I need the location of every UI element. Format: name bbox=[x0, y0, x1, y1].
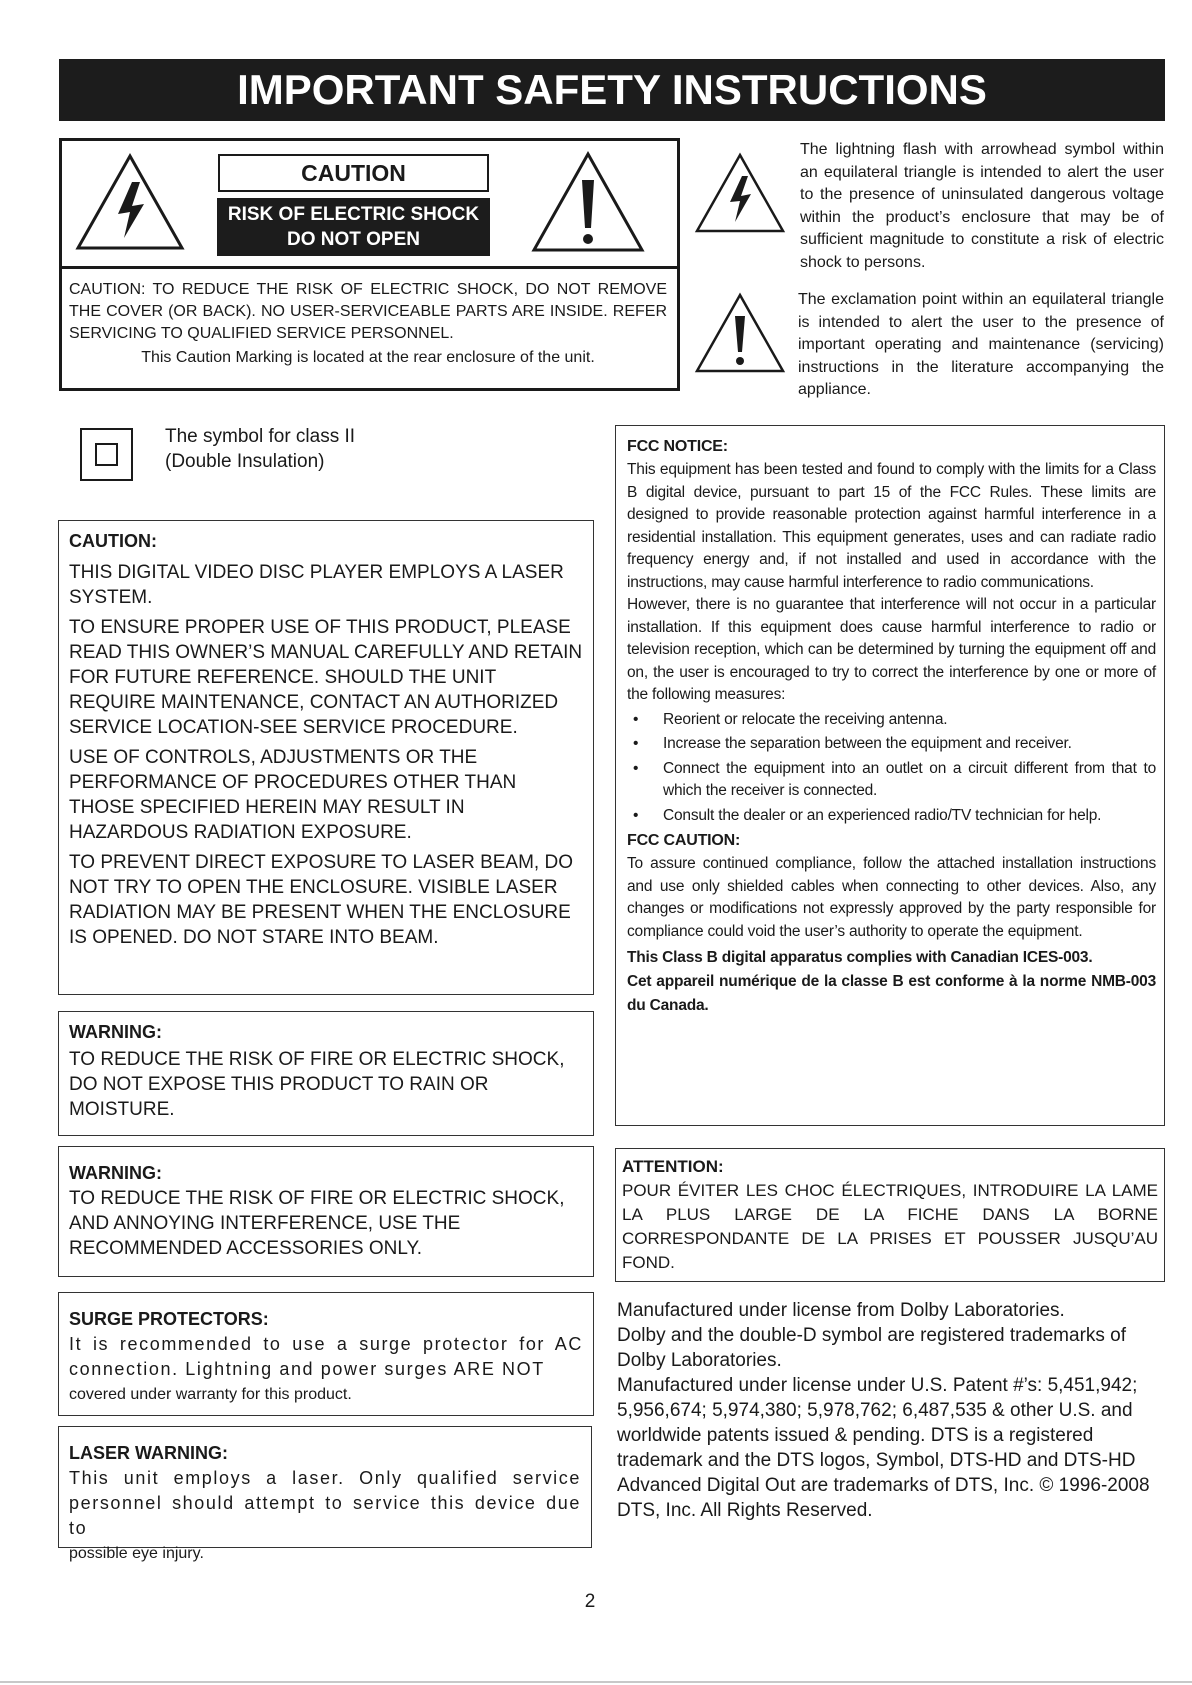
warning-heading: WARNING: bbox=[69, 1022, 162, 1042]
attention-text: POUR ÉVITER LES CHOC ÉLECTRIQUES, INTRODUIRE LA LAME LA PLUS LARGE DE LA FICHE DANS LA BORNE CORRESPONDANTE DE LA PRISES ET POUSSER JUSQU’AU FOND. bbox=[622, 1181, 1158, 1272]
class2-line1: The symbol for class II bbox=[165, 426, 356, 447]
lightning-triangle-icon bbox=[74, 152, 186, 252]
laser-warning-text: This unit employs a laser. Only qualified service personnel should attempt to service this device due to bbox=[69, 1468, 581, 1538]
warning-text: TO REDUCE THE RISK OF FIRE OR ELECTRIC SHOCK, DO NOT EXPOSE THIS PRODUCT TO RAIN OR MOISTURE. bbox=[69, 1049, 565, 1120]
fcc-canada-fr: Cet appareil numérique de la classe B est conforme à la norme NMB-003 du Canada. bbox=[627, 973, 1156, 1014]
fcc-caution-heading: FCC CAUTION: bbox=[627, 832, 741, 849]
surge-text-end: covered under warranty for this product. bbox=[69, 1386, 352, 1403]
exclamation-triangle-icon bbox=[530, 150, 646, 254]
caution-text: CAUTION: TO REDUCE THE RISK OF ELECTRIC SHOCK, DO NOT REMOVE THE COVER (OR BACK). NO USER-SERVICEABLE PARTS ARE INSIDE. REFER SERVICING TO QUALIFIED SERVICE PERSONNEL. bbox=[69, 281, 667, 342]
caution-subtitle-line2: DO NOT OPEN bbox=[286, 229, 420, 250]
warning-heading: WARNING: bbox=[69, 1163, 162, 1183]
laser-warning-box bbox=[58, 1426, 592, 1562]
trademark-notice bbox=[617, 1298, 1166, 1523]
dolby-line: Dolby and the double-D symbol are registered trademarks of Dolby Laboratories. bbox=[617, 1325, 1127, 1371]
page-title: IMPORTANT SAFETY INSTRUCTIONS bbox=[59, 59, 1165, 121]
surge-text: It is recommended to use a surge protector for AC connection. Lightning and power surges ARE NOT bbox=[69, 1334, 583, 1379]
surge-protectors-box bbox=[58, 1292, 594, 1416]
laser-caution-paragraph: THIS DIGITAL VIDEO DISC PLAYER EMPLOYS A LASER SYSTEM. bbox=[69, 562, 564, 608]
class2-line2: (Double Insulation) bbox=[165, 451, 325, 472]
class2-description bbox=[165, 424, 355, 474]
laser-warning-text-end: possible eye injury. bbox=[69, 1545, 204, 1562]
laser-caution-paragraph: USE OF CONTROLS, ADJUSTMENTS OR THE PERFORMANCE OF PROCEDURES OTHER THAN THOSE SPECIFIED HEREIN MAY RESULT IN HAZARDOUS RADIATION EXPOSURE. bbox=[69, 747, 517, 843]
fcc-bullet: • Connect the equipment into an outlet on a circuit different from that to which the receiver is connected. bbox=[627, 758, 1156, 803]
caution-subtitle bbox=[217, 198, 490, 256]
surge-heading: SURGE PROTECTORS: bbox=[69, 1309, 269, 1329]
fcc-bullet: • Reorient or relocate the receiving antenna. bbox=[627, 709, 1156, 732]
warning-rain-box bbox=[58, 1011, 594, 1136]
fcc-paragraph: However, there is no guarantee that interference will not occur in a particular installation. If this equipment does cause harmful interference to radio or television reception, which can be determined by turning the equipment off and on, the user is encouraged to try to correct the interference by one or more of the following measures: bbox=[627, 596, 1156, 703]
dts-line: Manufactured under license under U.S. Patent #’s: 5,451,942; 5,956,674; 5,974,380; 5,978,762; 6,487,535 & other U.S. and worldwide patents issued & pending. DTS is a registered trademark and the DTS logos, Symbol, DTS-HD and DTS-HD Advanced Digital Out are trademarks of DTS, Inc. © 1996-2008 DTS, Inc. All Rights Reserved. bbox=[617, 1375, 1150, 1521]
laser-caution-paragraph: TO ENSURE PROPER USE OF THIS PRODUCT, PLEASE READ THIS OWNER’S MANUAL CAREFULLY AND RETAIN FOR FUTURE REFERENCE. SHOULD THE UNIT REQUIRE MAINTENANCE, CONTACT AN AUTHORIZED SERVICE LOCATION-SEE SERVICE PROCEDURE. bbox=[69, 617, 583, 738]
laser-warning-heading: LASER WARNING: bbox=[69, 1443, 228, 1463]
exclamation-symbol-description: The exclamation point within an equilateral triangle is intended to alert the user to the presence of important operating and maintenance (servicing) instructions in the literature accompanying the appliance. bbox=[798, 291, 1164, 398]
fcc-bullet: • Increase the separation between the equipment and receiver. bbox=[627, 733, 1156, 756]
warning-text: TO REDUCE THE RISK OF FIRE OR ELECTRIC SHOCK, AND ANNOYING INTERFERENCE, USE THE RECOMMENDED ACCESSORIES ONLY. bbox=[69, 1188, 565, 1259]
bottom-rule bbox=[0, 1681, 1192, 1683]
class2-double-insulation-icon bbox=[80, 428, 133, 481]
fcc-paragraph: To assure continued compliance, follow the attached installation instructions and use only shielded cables when connecting to other devices. Also, any changes or modifications not expressly approved by the party responsible for compliance could void the user’s authority to operate the equipment. bbox=[627, 855, 1156, 940]
fcc-bullet: • Consult the dealer or an experienced radio/TV technician for help. bbox=[627, 805, 1156, 828]
fcc-canada-en: This Class B digital apparatus complies with Canadian ICES-003. bbox=[627, 949, 1093, 966]
lightning-symbol-description: The lightning flash with arrowhead symbol within an equilateral triangle is intended to alert the user to the presence of uninsulated dangerous voltage within the product’s enclosure that may be of sufficient magnitude to constitute a risk of electric shock to persons. bbox=[800, 141, 1164, 271]
attention-box bbox=[615, 1148, 1165, 1282]
laser-caution-heading: CAUTION: bbox=[69, 531, 157, 551]
caution-subtitle-line1: RISK OF ELECTRIC SHOCK bbox=[227, 204, 480, 225]
caution-title: CAUTION bbox=[218, 154, 489, 192]
laser-caution-paragraph: TO PREVENT DIRECT EXPOSURE TO LASER BEAM, DO NOT TRY TO OPEN THE ENCLOSURE. VISIBLE LASER RADIATION MAY BE PRESENT WHEN THE ENCLOSURE IS OPENED. DO NOT STARE INTO BEAM. bbox=[69, 852, 573, 948]
laser-caution-box bbox=[58, 520, 594, 995]
attention-heading: ATTENTION: bbox=[622, 1157, 724, 1176]
warning-accessories-box bbox=[58, 1146, 594, 1277]
fcc-paragraph: This equipment has been tested and found to comply with the limits for a Class B digital device, pursuant to part 15 of the FCC Rules. These limits are designed to provide reasonable protection against harmful interference in a residential installation. This equipment generates, uses and can radiate radio frequency energy and, if not installed and used in accordance with the instructions, may cause harmful interference to radio communications. bbox=[627, 461, 1156, 591]
caution-divider bbox=[62, 266, 677, 269]
fcc-notice-box bbox=[615, 425, 1165, 1126]
lightning-triangle-icon bbox=[694, 152, 786, 234]
caution-location-note: This Caution Marking is located at the rear enclosure of the unit. bbox=[141, 349, 595, 366]
exclamation-triangle-icon bbox=[694, 292, 786, 374]
fcc-notice-heading: FCC NOTICE: bbox=[627, 438, 728, 455]
page-number: 2 bbox=[584, 1591, 596, 1612]
dolby-line: Manufactured under license from Dolby Laboratories. bbox=[617, 1300, 1065, 1321]
